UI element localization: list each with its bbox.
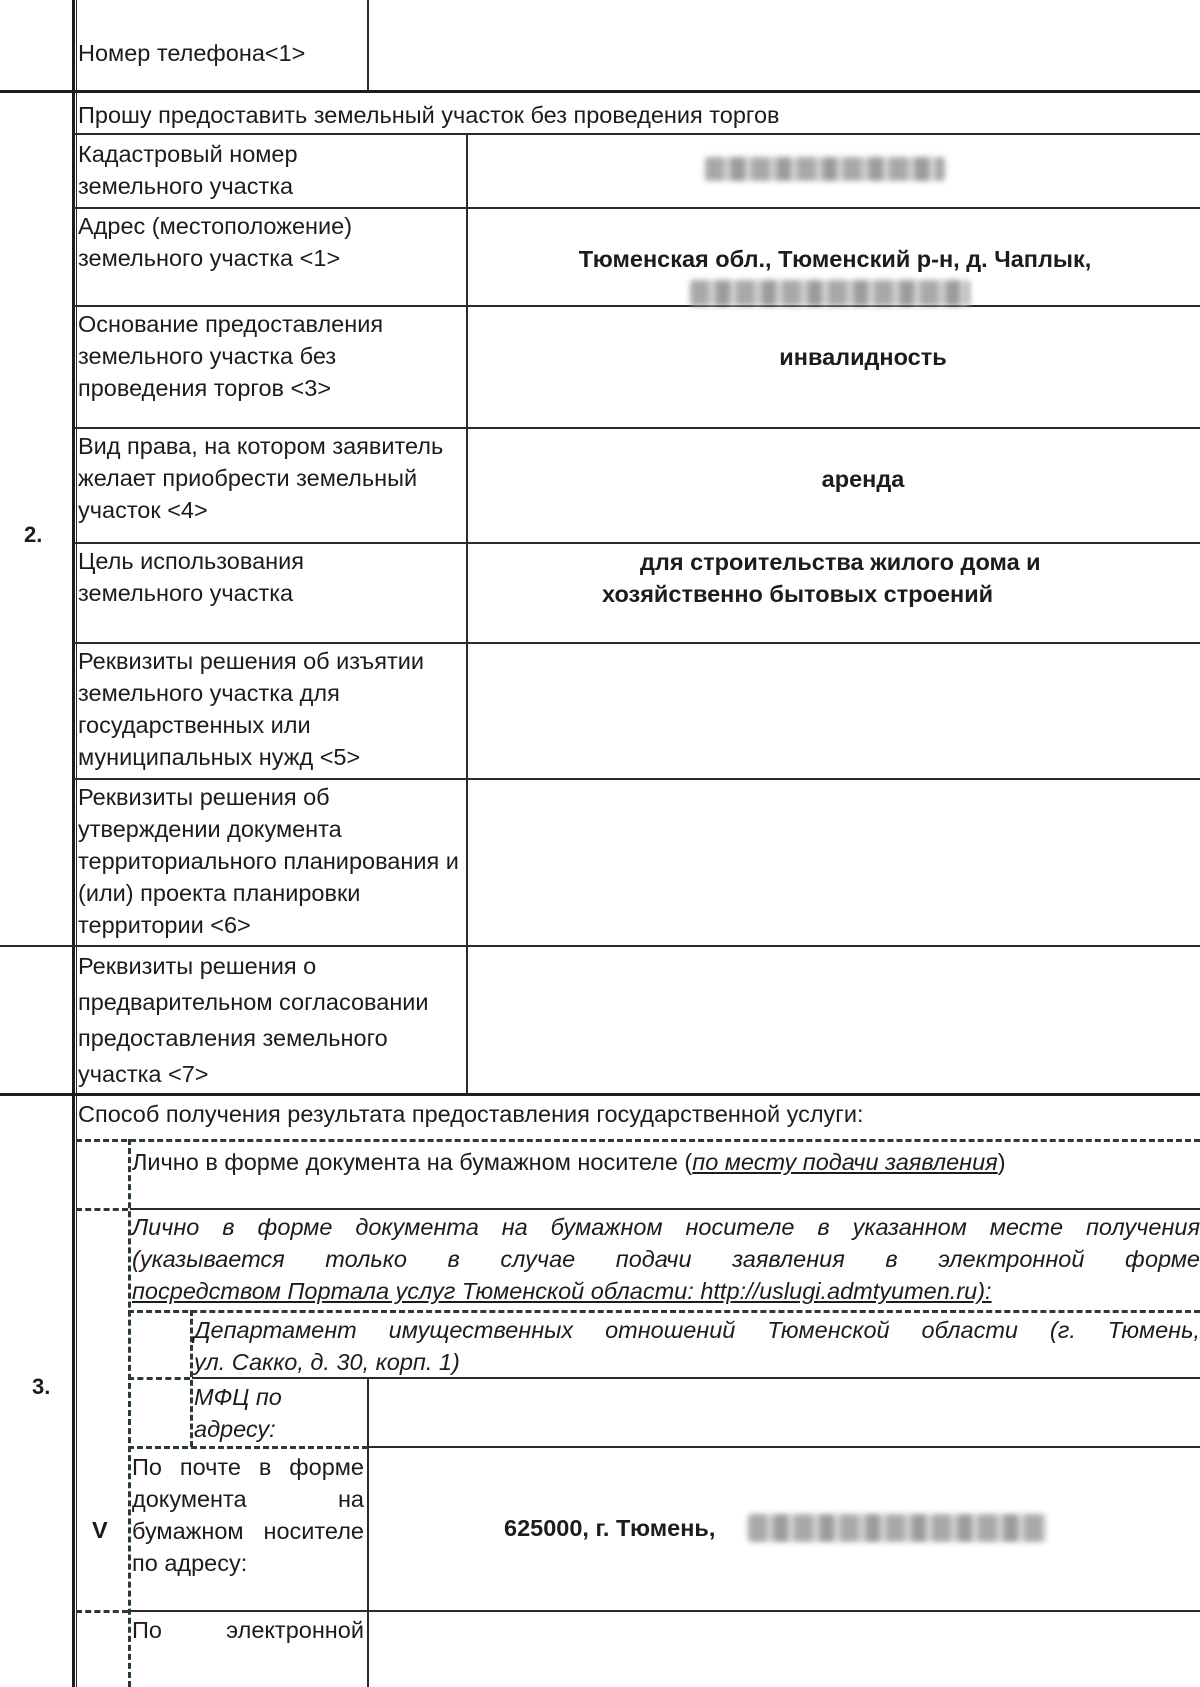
mfc-value-divider [367,1377,369,1687]
phone-label: Номер телефона<1> [78,40,306,66]
dash-dept-bottom [128,1377,190,1380]
basis-label: Основание предоставления земельного участка без проведения торгов <3> [78,311,384,401]
mfc-row-divider [368,1446,1200,1448]
section3-top-border [0,1093,1200,1096]
left-border [72,0,75,1687]
row-divider [74,305,1200,307]
right-label: Вид права, на котором заявитель желает приобрести земельный участок <4> [78,433,444,523]
option-in-person-submission [132,1146,1006,1178]
section2-top-border [0,90,1200,93]
section2-number: 2. [24,522,43,547]
email-label: По электронной [132,1617,364,1643]
row-divider-full [0,945,1200,947]
row-divider [74,207,1200,209]
purpose-value-line1: для строительства жилого дома и [640,549,1041,575]
dash-mfc-bottom [128,1446,368,1449]
option-in-person-specified-line2: (указывается только в случае подачи заявления в электронной форме [132,1246,1200,1272]
address-value-redacted [690,280,970,306]
row-divider [74,542,1200,544]
left-border-inner [76,0,77,1687]
option1-end: ) [997,1149,1006,1175]
portal-link-text: посредством Портала услуг Тюменской области: http://uslugi.admtyumen.ru): [132,1278,992,1304]
mail-address-value: 625000, г. Тюмень, [504,1515,716,1541]
dash-dept-top [128,1310,1200,1313]
cadastral-number-redacted [705,157,945,181]
cadastral-label: Кадастровый номер земельного участка [78,141,298,199]
dash-option1-top [76,1139,1200,1142]
right-value: аренда [821,466,905,492]
preliminary-label: Реквизиты решения о предварительном согласовании предоставления земельного участка <7> [78,953,429,1087]
section2-title: Прошу предоставить земельный участок без проведения торгов [78,102,780,128]
department-line1: Департамент имущественных отношений Тюменской области (г. Тюмень, [194,1317,1200,1343]
mail-address-redacted [748,1514,1046,1542]
option1-divider [130,1208,1200,1210]
dash-option1-bottom [76,1208,128,1211]
dash-mail-bottom [76,1610,128,1613]
seizure-label: Реквизиты решения об изъятии земельного участка для государственных или муниципальных нужд <5> [78,648,424,770]
mail-label: По почте в форме документа на бумажном носителе по адресу: [132,1454,364,1576]
mail-row-divider [130,1610,1200,1612]
option-in-person-specified-line3 [132,1275,992,1307]
section3-number: 3. [32,1374,51,1399]
row-divider [74,642,1200,644]
address-label: Адрес (местоположение) земельного участка <1> [78,213,353,271]
address-value: Тюменская обл., Тюменский р-н, д. Чаплык, [578,246,1092,272]
row-divider [74,427,1200,429]
row-divider [74,133,1200,135]
planning-label: Реквизиты решения об утверждении документа территориального планирования и (или) проекта планировки территории <6> [78,784,459,938]
mail-selected-mark: V [92,1517,108,1543]
option1-underlined: по месту подачи заявления [692,1149,998,1175]
dash-option-left [128,1139,131,1687]
purpose-label: Цель использования земельного участка [78,548,304,606]
column-divider [466,133,468,1093]
mfc-label: МФЦ по адресу: [194,1384,282,1442]
phone-cell-divider [367,0,369,90]
option1-text: Лично в форме документа на бумажном носителе ( [132,1149,693,1175]
department-line2: ул. Сакко, д. 30, корп. 1) [194,1349,460,1375]
section3-title: Способ получения результата предоставления государственной услуги: [78,1101,864,1127]
row-divider [74,778,1200,780]
basis-value: инвалидность [779,344,947,370]
purpose-value-line2: хозяйственно бытовых строений [602,581,994,607]
option-in-person-specified-line1: Лично в форме документа на бумажном носителе в указанном месте получения [132,1214,1200,1240]
